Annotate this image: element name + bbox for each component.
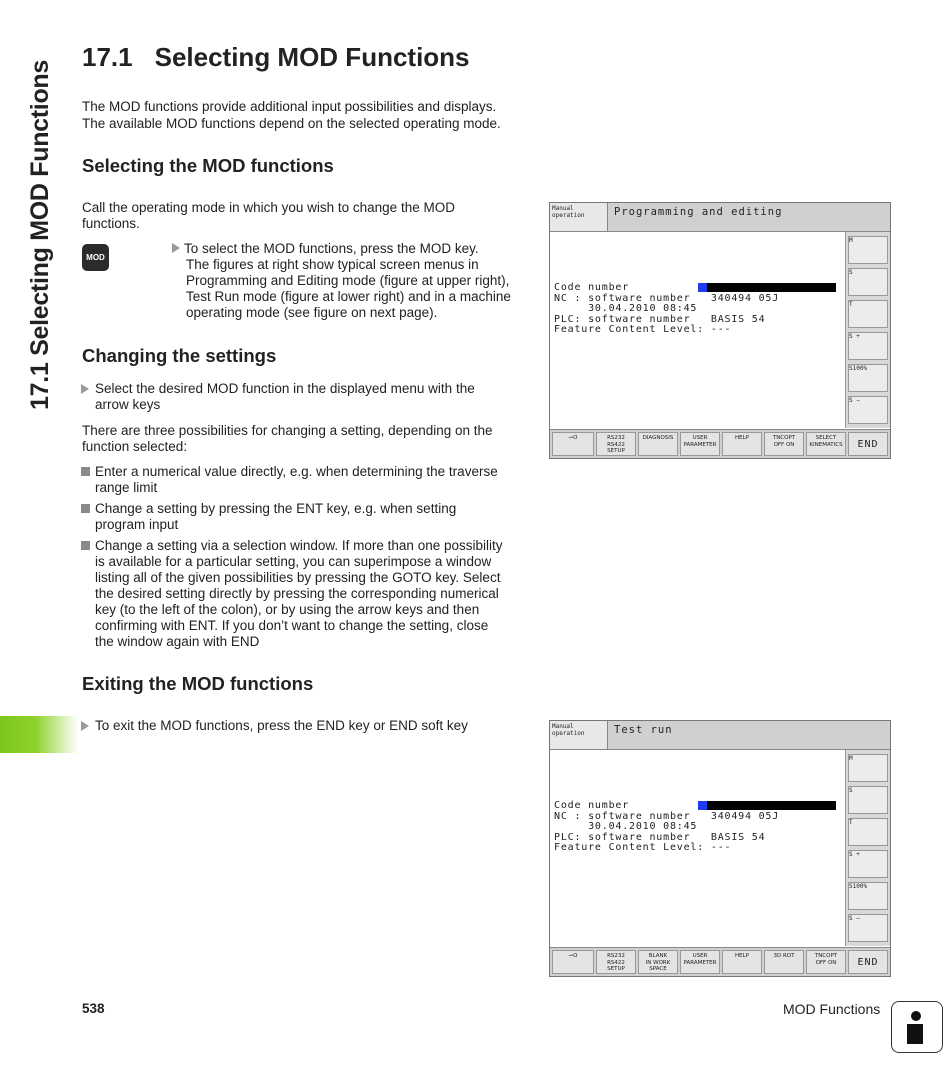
softkey-end: END — [848, 950, 888, 974]
screen-header — [550, 721, 890, 750]
side-softkey-s-minus: S − — [848, 396, 888, 424]
screenshot-test-run — [549, 720, 891, 977]
side-softkey-m: M — [848, 236, 888, 264]
section-title-selecting: Selecting the MOD functions — [82, 155, 334, 176]
softkey-end: END — [848, 432, 888, 456]
screen-mode-title: Test run — [614, 724, 673, 736]
softkey-select-kinematics: SELECT KINEMATICS — [806, 432, 846, 456]
softkey-diagnosis: DIAGNOSIS — [638, 432, 678, 456]
operating-mode-label: Manual operation — [550, 721, 608, 749]
chapter-tab-marker — [0, 716, 78, 753]
screen-body-text: Code number NC : software number 340494 05J 30.04.2010 08:45 PLC: software number BASIS 54 Feature Content Level: --- — [554, 800, 780, 853]
screen-header — [550, 203, 890, 232]
softkey-tncopt: TNCOPT OFF ON — [806, 950, 846, 974]
intro-line-1: The MOD functions provide additional input possibilities and displays. — [82, 99, 497, 114]
softkey-3d-rot: 3D ROT — [764, 950, 804, 974]
bullet-item: Enter a numerical value directly, e.g. when determining the traverse range limit — [81, 464, 498, 496]
side-softkey-s: S — [848, 268, 888, 296]
side-softkey-m: M — [848, 754, 888, 782]
side-softkey-t: T — [848, 818, 888, 846]
bullet-item: Change a setting via a selection window. If more than one possibility is available for a particular setting, you can superimpose a window listing all of the given possibilities by pressing the GOTO key. Select the desired setting directly by pressing the corresponding numerical key (to the left of the colon), or by using the arrow keys and then confirming with ENT. If you don’t want to change the setting, close the window again with END — [81, 538, 503, 650]
sec3-step: To exit the MOD functions, press the END key or END soft key — [81, 718, 468, 734]
softkey-rs232: RS232 RS422 SETUP — [596, 432, 636, 456]
sec1-step-line: To select the MOD functions, press the MOD key. — [184, 241, 479, 256]
arrow-icon — [81, 384, 89, 394]
section-title-changing: Changing the settings — [82, 345, 277, 366]
side-softkey-s-minus: S − — [848, 914, 888, 942]
sec2-para-2: function selected: — [82, 439, 188, 454]
square-bullet-icon — [81, 467, 90, 476]
side-softkey-t: T — [848, 300, 888, 328]
softkey-user-parameter: USER PARAMETER — [680, 432, 720, 456]
mod-key-icon: MOD — [82, 244, 109, 271]
sec1-step-line: operating mode (see figure on next page). — [186, 305, 438, 320]
page-number: 538 — [82, 1001, 105, 1016]
sec1-step-line: The figures at right show typical screen menus in — [186, 257, 479, 272]
bullet-item: Change a setting by pressing the ENT key, e.g. when setting program input — [81, 501, 456, 533]
softkey-key-icon: ⊸O — [552, 432, 594, 456]
softkey-key-icon: ⊸O — [552, 950, 594, 974]
sec2-para-1: There are three possibilities for changing a setting, depending on the — [82, 423, 493, 438]
screen-mode-title: Programming and editing — [614, 206, 783, 218]
page-title: 17.1 Selecting MOD Functions — [82, 42, 470, 72]
side-softkey-s100: S100% — [848, 364, 888, 392]
softkey-help: HELP — [722, 432, 762, 456]
softkey-user-parameter: USER PARAMETER — [680, 950, 720, 974]
softkey-blank-in-work-space: BLANK IN WORK SPACE — [638, 950, 678, 974]
side-softkey-s-plus: S + — [848, 332, 888, 360]
section-title-exiting: Exiting the MOD functions — [82, 673, 314, 694]
footer-section-title: MOD Functions — [783, 1001, 881, 1017]
side-softkey-bar — [845, 232, 890, 428]
side-softkey-bar — [845, 750, 890, 946]
sec1-para-1: Call the operating mode in which you wish to change the MOD — [82, 200, 455, 215]
softkey-rs232: RS232 RS422 SETUP — [596, 950, 636, 974]
softkey-row — [550, 947, 890, 976]
sec1-step-line: Programming and Editing mode (figure at upper right), — [186, 273, 510, 288]
sec1-step-line: Test Run mode (figure at lower right) and in a machine — [186, 289, 511, 304]
info-icon — [891, 1001, 943, 1053]
side-softkey-s100: S100% — [848, 882, 888, 910]
side-chapter-title: 17.1 Selecting MOD Functions — [26, 60, 54, 410]
arrow-icon — [172, 243, 180, 253]
arrow-icon — [81, 721, 89, 731]
intro-line-2: The available MOD functions depend on the selected operating mode. — [82, 116, 501, 131]
softkey-row — [550, 429, 890, 458]
side-softkey-s: S — [848, 786, 888, 814]
screenshot-programming-editing — [549, 202, 891, 459]
side-softkey-s-plus: S + — [848, 850, 888, 878]
sec1-para-2: functions. — [82, 216, 140, 231]
softkey-tncopt: TNCOPT OFF ON — [764, 432, 804, 456]
square-bullet-icon — [81, 504, 90, 513]
sec2-step: Select the desired MOD function in the displayed menu with the arrow keys — [81, 381, 475, 413]
screen-body-text: Code number NC : software number 340494 05J 30.04.2010 08:45 PLC: software number BASIS 54 Feature Content Level: --- — [554, 282, 780, 335]
square-bullet-icon — [81, 541, 90, 550]
softkey-help: HELP — [722, 950, 762, 974]
operating-mode-label: Manual operation — [550, 203, 608, 231]
